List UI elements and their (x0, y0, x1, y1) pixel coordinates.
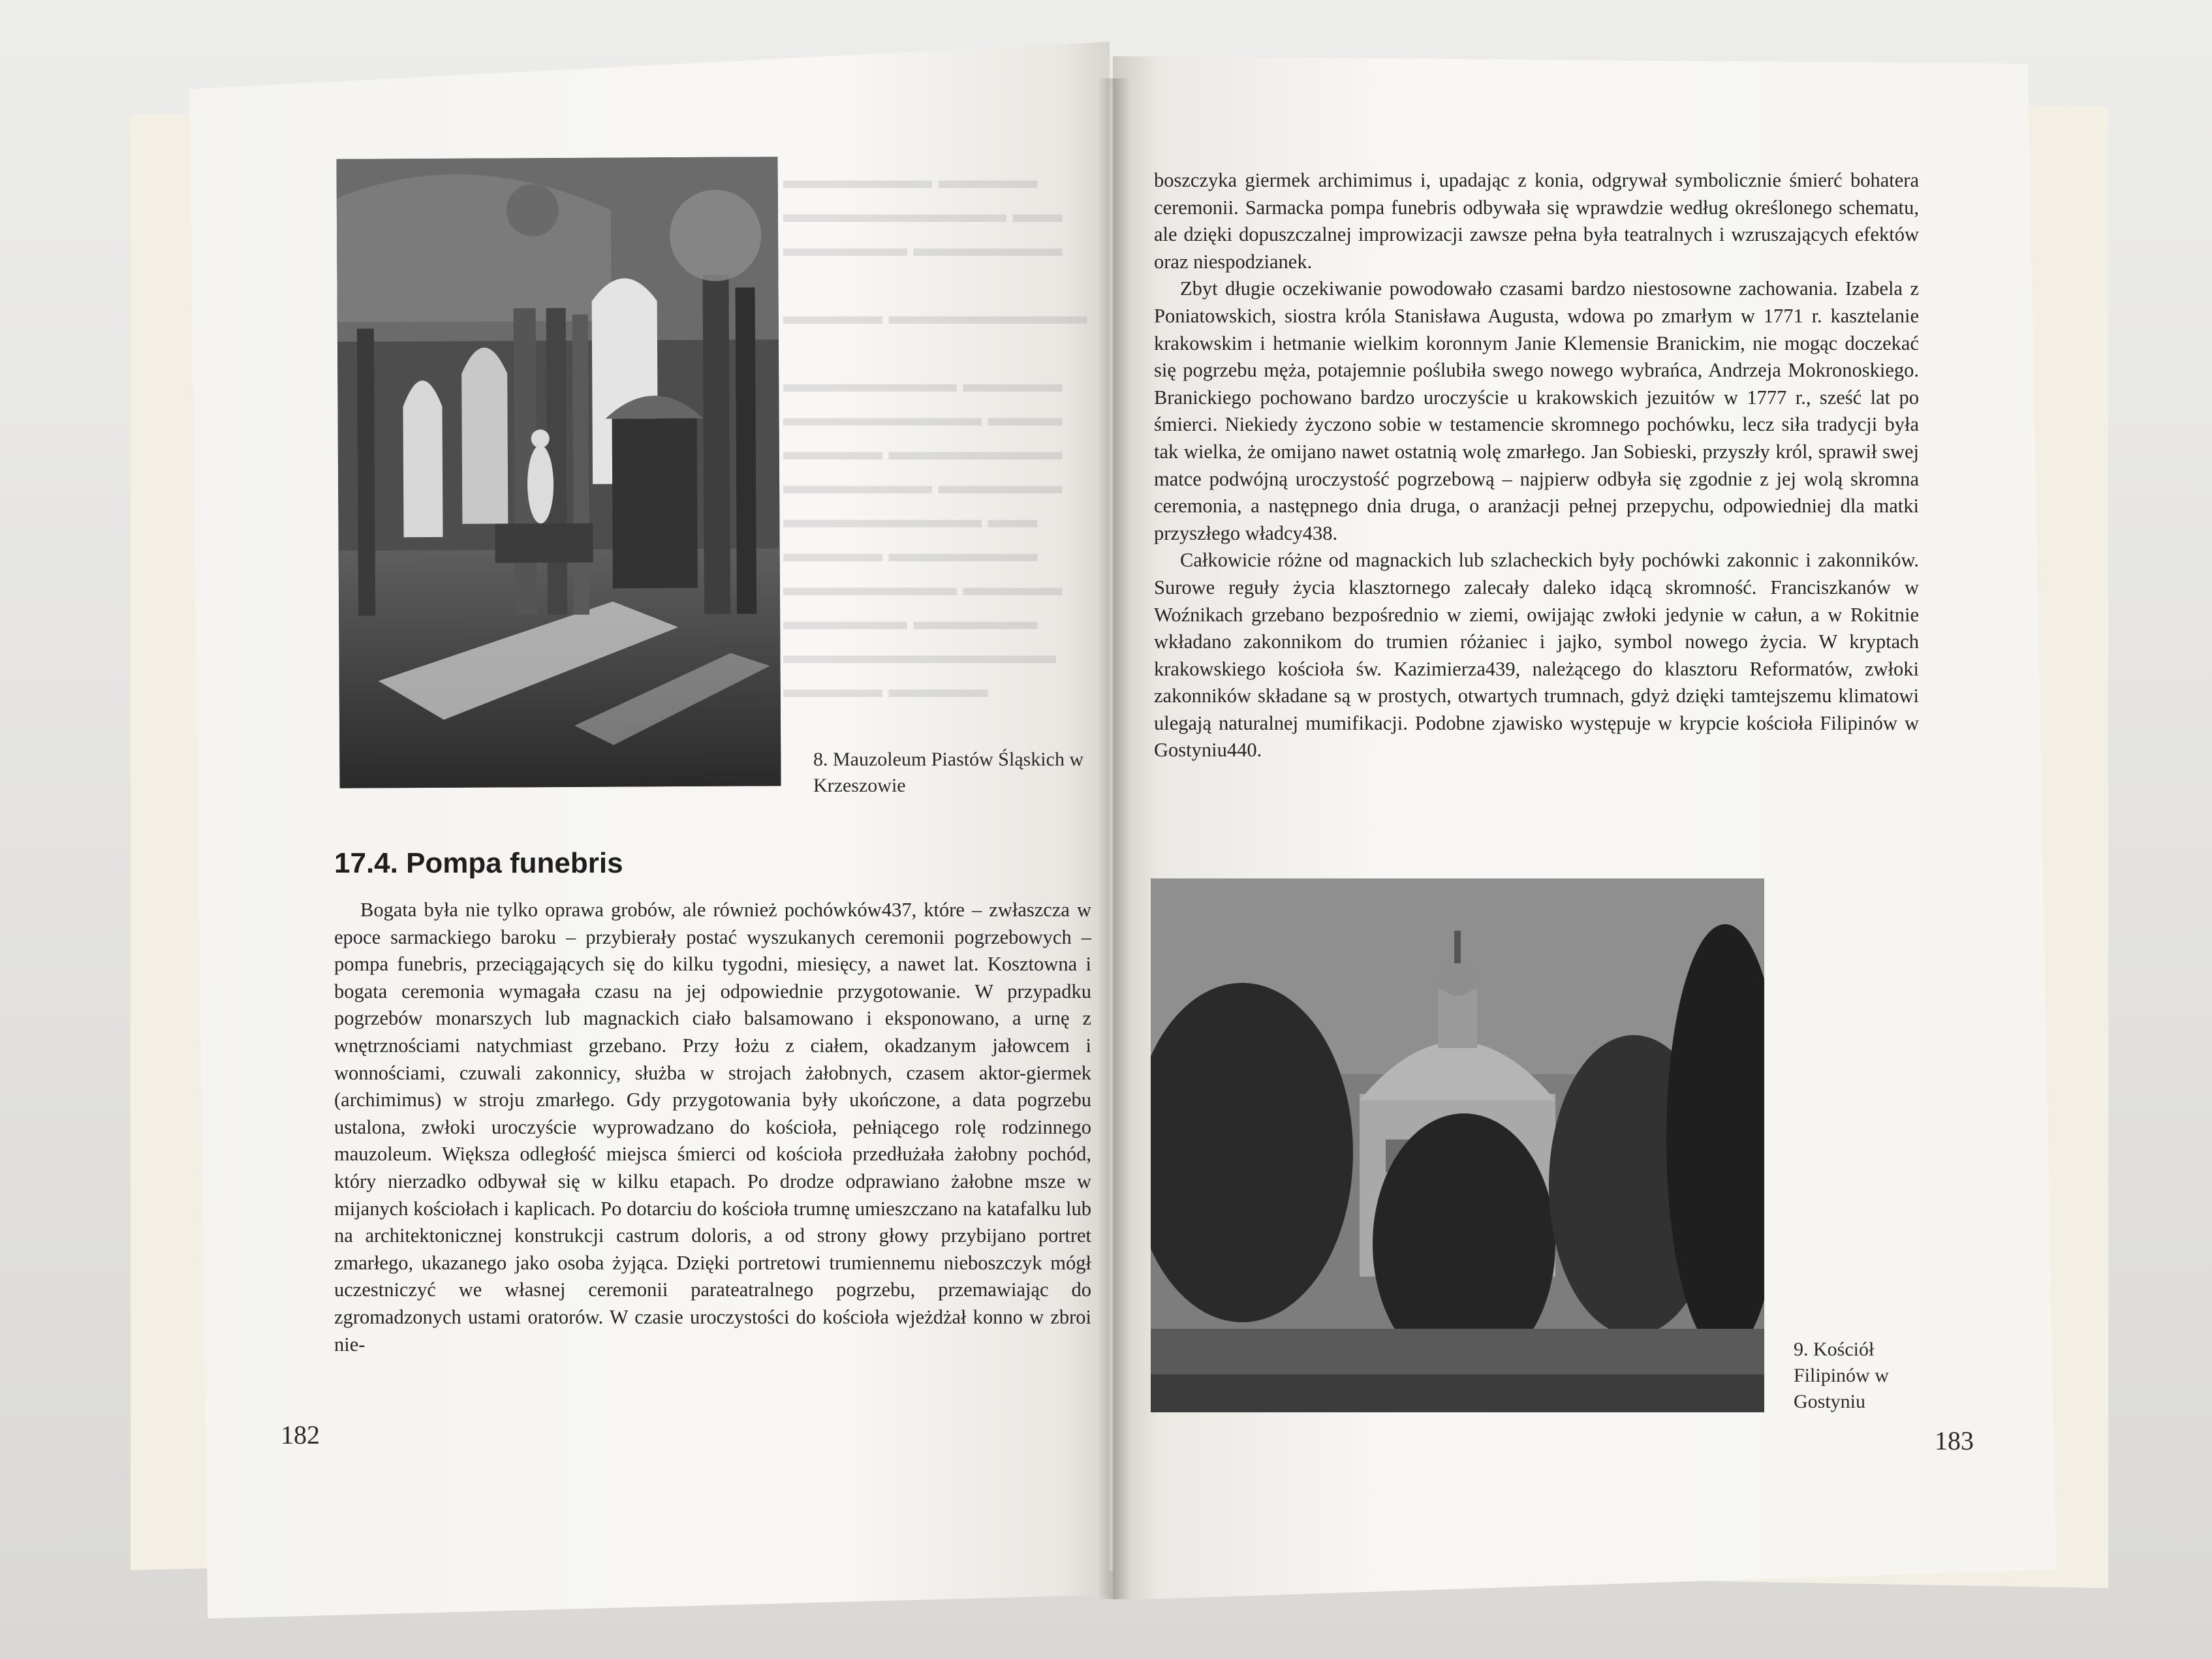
page-number-left: 182 (281, 1420, 320, 1450)
right-paragraph-3: Całkowicie różne od magnackich lub szlacheckich były pochówki zakonnic i zakonników. Surowe reguły życia klasztornego zalecały daleko idącą skromność. Franciszkanów w Woźnikach grzebano bezpośrednio w ziemi, owijając zwłoki jedynie w całun, a w Rokitnie wkładano zakonnikom do trumien różaniec i jajko, symbol nowego życia. W kryptach krakowskiego kościoła św. Kazimierza439, należącego do klasztoru Reformatów, zwłoki zakonników składane są w prostych, otwartych trumnach, gdyż dzięki tamtejszemu klimatowi ulegają naturalnej mumifikacji. Podobne zjawisko występuje w krypcie kościoła Filipinów w Gostyniu440. (1154, 549, 1919, 762)
right-paragraph-1: boszczyka giermek archimimus i, upadając z konia, odgrywał symbolicznie śmierć bohatera ceremonii. Sarmacka pompa funebris odbywała się wprawdzie według określonego schematu, ale dzięki dopuszczalnej improwizacji zawsze pełna była teatralnych i wzruszających efektów oraz niespodzianek. (1154, 169, 1919, 273)
book-gutter (1098, 78, 1130, 1599)
left-paragraph-1: Bogata była nie tylko oprawa grobów, ale również pochówków437, które – zwłaszcza w epoce sarmackiego baroku – przybierały postać wyszukanych ceremonii pogrzebowych – pompa funebris, przeciągających się do kilku tygodni, miesięcy, a nawet lat. Kosztowna i bogata ceremonia wymagała czasu na jej odpowiednie przygotowanie. W przypadku pogrzebów monarszych lub magnackich ciało balsamowano i eksponowano, a urnę z wnętrznościami natychmiast grzebano. Przy łożu z ciałem, okadzanym jałowcem i wonnościami, czuwali zakonnicy, służba w strojach żałobnych, czasem aktor-giermek (archimimus) w stroju zmarłego. Gdy przygotowania były ukończone, a data pogrzebu ustalona, zwłoki uroczyście wyprowadzano do kościoła, pełniącego rolę rodzinnego mauzoleum. Większa odległość miejsca śmierci od kościoła przedłużała żałobny pochód, który nierzadko odbywał się w kilku etapach. Po drodze odprawiano żałobne msze w mijanych kościołach i kaplicach. Po dotarciu do kościoła trumnę umieszczano na katafalku lub na architektonicznej konstrukcji castrum doloris, a od strony głowy przybijano portret zmarłego, ukazanego jako osoba żyjąca. Dzięki portretowi trumiennemu nieboszczyk mógł uczestniczyć we własnej ceremonii parateatralnego pogrzebu, przemawiając do zgromadzonych ustami oratorów. W czasie uroczystości do kościoła wjeżdżał konno w zbroi nie- (334, 899, 1091, 1356)
church-photo (1151, 878, 1764, 1412)
right-paragraph-2: Zbyt długie oczekiwanie powodowało czasami bardzo niestosowne zachowania. Izabela z Poniatowskich, siostra króla Stanisława Augusta, wdowa po zmarłym w 1771 r. kasztelanie krakowskim i hetmanie wielkim koronnym Janie Klemensie Branickim, nie mogąc doczekać się pogrzebu męża, potajemnie poślubiła swego nowego wybrańca, Andrzeja Mokronoskiego. Branickiego pochowano bardzo uroczyście u krakowskich jezuitów w 1777 r., sześć lat po śmierci. Niekiedy życzono sobie w testamencie skromnego pochówku, lecz siła tradycji była tak wielka, że omijano nawet ostatnią wolę zmarłego. Jan Sobieski, przyszły król, sprawił swej matce podwójną uroczystość pogrzebową – najpierw odbyła się zgodnie z jej wolą skromna ceremonia, a następnego dnia druga, o aranżacji pełnej przepychu, odpowiedniej dla matki przyszłego władcy438. (1154, 277, 1919, 544)
right-page-body (1154, 167, 1919, 764)
mausoleum-photo (336, 157, 781, 788)
page-number-right: 183 (1935, 1426, 1974, 1455)
section-heading: 17.4. Pompa funebris (334, 847, 623, 879)
figure-8-caption: 8. Mauzoleum Piastów Śląskich w Krzeszowie (813, 749, 1084, 796)
show-through-text: ▬▬▬▬▬▬ ▬▬▬▬ ▬▬▬▬▬▬▬▬▬ ▬▬ ▬▬▬▬▬ ▬▬▬▬▬▬ ▬▬▬▬ ▬▬▬▬▬▬▬▬ ▬▬▬▬▬▬▬ ▬▬▬▬ ▬▬▬▬▬▬▬▬ ▬▬▬ ▬▬▬▬ ▬▬▬▬▬▬▬ ▬▬▬▬▬▬ ▬▬▬▬▬ ▬▬▬▬▬▬▬▬ ▬▬ ▬▬▬▬ ▬▬▬▬▬▬ ▬▬▬▬▬▬▬ ▬▬▬▬ ▬▬▬▬▬ ▬▬▬▬▬ ▬▬▬▬▬▬▬▬▬▬▬ ▬▬▬▬ ▬▬▬▬ (783, 166, 1087, 703)
left-page-body (334, 897, 1091, 1358)
figure-9-caption: 9. Kościół Filipinów w Gostyniu (1794, 1339, 1889, 1412)
